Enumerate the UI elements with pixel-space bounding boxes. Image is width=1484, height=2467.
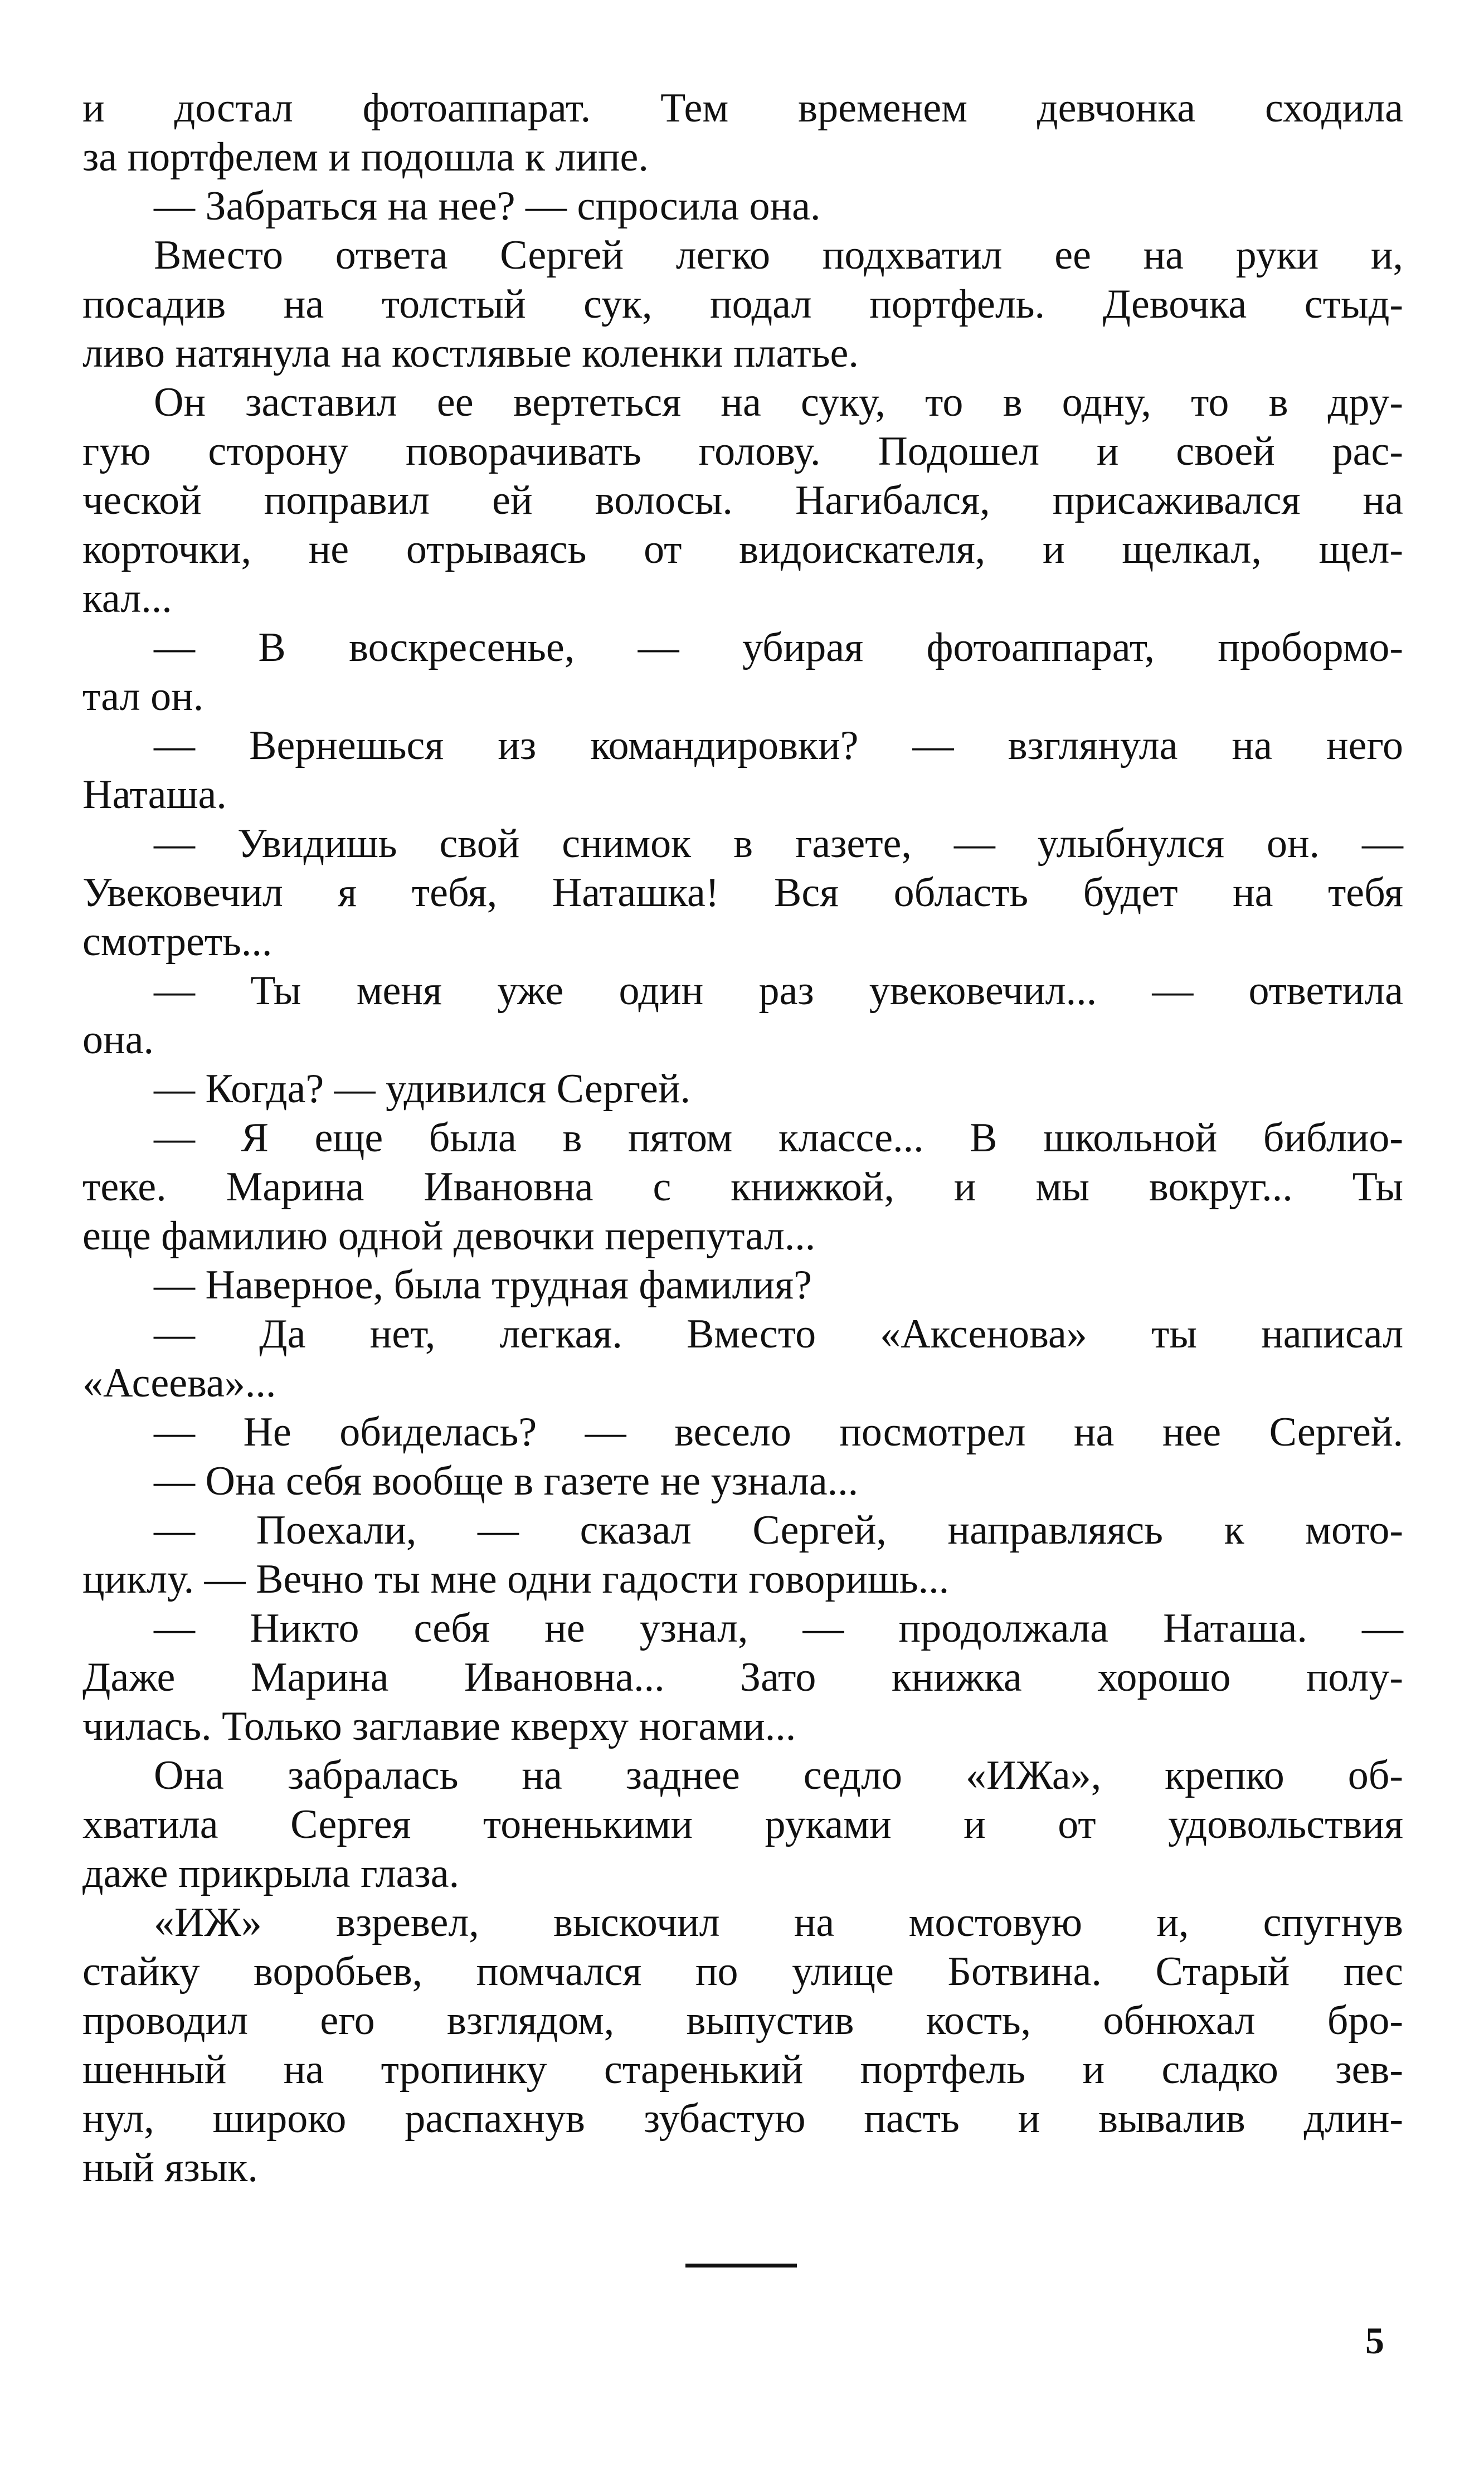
text-line: — Когда? — удивился Сергей. xyxy=(154,1066,691,1112)
text-line: нул, широко распахнув зубастую пасть и вывалив длин- xyxy=(82,2096,1403,2142)
text-line: чилась. Только заглавие кверху ногами... xyxy=(82,1704,796,1749)
text-line: — Никто себя не узнал, — продолжала Наташа. — xyxy=(154,1605,1403,1651)
text-line: Увековечил я тебя, Наташка! Вся область будет на тебя xyxy=(82,870,1403,916)
text-line: — Да нет, легкая. Вместо «Аксенова» ты написал xyxy=(154,1311,1403,1357)
text-line: посадив на толстый сук, подал портфель. Девочка стыд- xyxy=(82,281,1403,327)
text-line: за портфелем и подошла к липе. xyxy=(82,134,649,180)
text-line: «ИЖ» взревел, выскочил на мостовую и, спугнув xyxy=(154,1900,1403,1945)
text-line: стайку воробьев, помчался по улице Ботвина. Старый пес xyxy=(82,1949,1403,1994)
text-line: Наташа. xyxy=(82,772,227,818)
text-line: кал... xyxy=(82,576,172,621)
text-line: гую сторону поворачивать голову. Подошел и своей рас- xyxy=(82,429,1403,474)
text-line: Он заставил ее вертеться на суку, то в одну, то в дру- xyxy=(154,379,1403,425)
section-divider xyxy=(685,2264,797,2268)
text-line: корточки, не отрываясь от видоискателя, и щелкал, щел- xyxy=(82,527,1403,572)
text-line: — Увидишь свой снимок в газете, — улыбнулся он. — xyxy=(154,821,1403,867)
text-line: — Она себя вообще в газете не узнала... xyxy=(154,1458,859,1504)
text-line: — В воскресенье, — убирая фотоаппарат, пробормо- xyxy=(154,625,1403,670)
text-line: — Ты меня уже один раз увековечил... — ответила xyxy=(154,968,1403,1014)
text-line: Она забралась на заднее седло «ИЖа», крепко об- xyxy=(154,1753,1403,1798)
page-number: 5 xyxy=(1365,2319,1384,2362)
text-line: «Асеева»... xyxy=(82,1360,276,1406)
text-line: еще фамилию одной девочки перепутал... xyxy=(82,1213,816,1259)
text-line: тал он. xyxy=(82,674,204,719)
text-line: ный язык. xyxy=(82,2145,258,2191)
text-line: и достал фотоаппарат. Тем временем девчонка сходила xyxy=(82,85,1403,131)
text-line: ческой поправил ей волосы. Нагибался, присаживался на xyxy=(82,478,1403,523)
text-line: — Забраться на нее? — спросила она. xyxy=(154,183,821,229)
text-line: даже прикрыла глаза. xyxy=(82,1851,460,1896)
text-line: — Я еще была в пятом классе... В школьной библио- xyxy=(154,1115,1403,1161)
text-line: Вместо ответа Сергей легко подхватил ее на руки и, xyxy=(154,232,1403,278)
text-line: — Не обиделась? — весело посмотрел на нее Сергей. xyxy=(154,1409,1403,1455)
text-line: проводил его взглядом, выпустив кость, обнюхал бро- xyxy=(82,1998,1403,2043)
text-line: хватила Сергея тоненькими руками и от удовольствия xyxy=(82,1802,1403,1847)
text-line: — Поехали, — сказал Сергей, направляясь к мото- xyxy=(154,1507,1403,1553)
text-line: — Наверное, была трудная фамилия? xyxy=(154,1262,812,1308)
text-line: Даже Марина Ивановна... Зато книжка хорошо полу- xyxy=(82,1655,1403,1700)
text-line: теке. Марина Ивановна с книжкой, и мы вокруг... Ты xyxy=(82,1164,1403,1210)
text-line: — Вернешься из командировки? — взглянула на него xyxy=(154,723,1403,768)
text-line: циклу. — Вечно ты мне одни гадости говоришь... xyxy=(82,1556,950,1602)
text-line: она. xyxy=(82,1017,154,1063)
text-line: ливо натянула на костлявые коленки платье. xyxy=(82,330,859,376)
text-body xyxy=(82,84,1403,2192)
text-line: шенный на тропинку старенький портфель и сладко зев- xyxy=(82,2047,1403,2093)
text-line: смотреть... xyxy=(82,919,273,965)
